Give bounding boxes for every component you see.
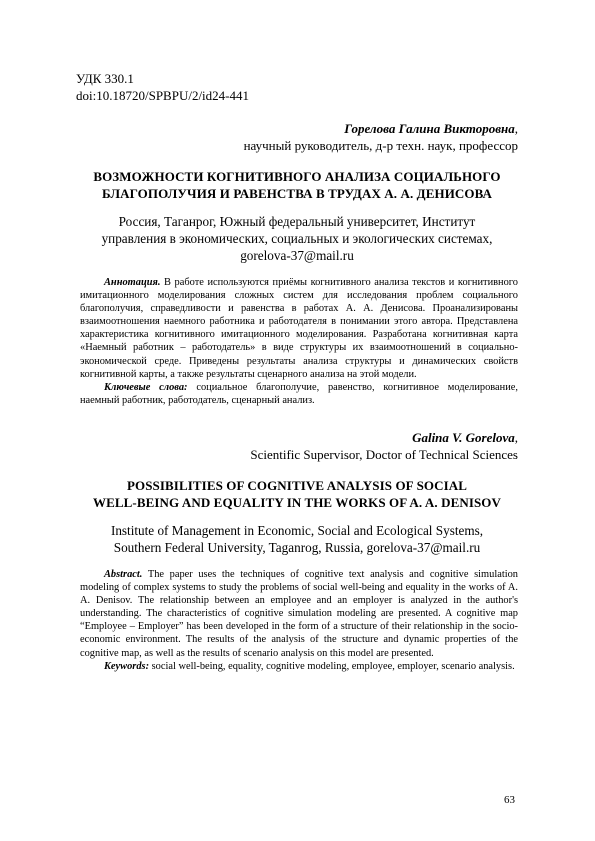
page-number: 63 (504, 794, 515, 806)
affiliation-en-line-1: Institute of Management in Economic, Social and Ecological Systems, (110, 522, 484, 538)
affiliation-en (76, 522, 518, 556)
keywords-text-ru: социальное благополучие, равенство, когнитивное моделирование, наемный работник, работодатель, сценарный анализ. (80, 381, 518, 406)
doi: doi:10.18720/SPBPU/2/id24-441 (76, 88, 249, 103)
abstract-en (76, 568, 518, 673)
abstract-label-ru: Аннотация. (104, 277, 161, 288)
email-ru: gorelova-37@mail.ru (240, 248, 354, 263)
title-en-line-2: WELL-BEING AND EQUALITY IN THE WORKS OF A. A. DENISOV (92, 494, 502, 510)
title-en (76, 477, 518, 511)
keywords-text-en: social well-being, equality, cognitive modeling, employee, employer, scenario analysis. (151, 660, 515, 672)
author-role-en: Scientific Supervisor, Doctor of Technical Sciences (250, 446, 518, 462)
author-ru: Горелова Галина Викторовна, научный руководитель, д-р техн. наук, профессор (76, 120, 518, 154)
affiliation-ru (76, 213, 518, 264)
article-page (76, 70, 518, 673)
title-ru (76, 168, 518, 202)
keywords-label-en: Keywords: (104, 660, 150, 672)
article-meta (76, 70, 518, 104)
title-ru-line-2: БЛАГОПОЛУЧИЯ И РАВЕНСТВА В ТРУДАХ А. А. ДЕНИСОВА (101, 186, 493, 201)
affiliation-ru-line-2: управления в экономических, социальных и экологических системах, (101, 231, 493, 246)
affiliation-ru-line-1: Россия, Таганрог, Южный федеральный университет, Институт (118, 214, 476, 229)
abstract-text-en: The paper uses the techniques of cognitive text analysis and cognitive simulation modeling of complex systems to study the problems of social well-being and equality in the works of A. A. Denisov. The relationship between an employee and an employer is analyzed in the author's understanding. The characteristics of cognitive simulation modeling are presented. A cognitive map “Employee – Employer” has been developed in the form of a structure of their relationship in the socio-economic environment. The results of the analysis of the structure and dynamic properties of the cognitive map, as well as the results of scenario analysis on this model are presented. (80, 568, 518, 659)
keywords-label-ru: Ключевые слова: (104, 381, 188, 393)
author-name-ru: Горелова Галина Викторовна (344, 121, 515, 136)
title-en-line-1: POSSIBILITIES OF COGNITIVE ANALYSIS OF SOCIAL (126, 477, 468, 493)
udc-code: УДК 330.1 (76, 71, 134, 86)
author-en: Galina V. Gorelova, Scientific Supervisor, Doctor of Technical Sciences (76, 429, 518, 463)
abstract-label-en: Abstract. (104, 568, 143, 580)
affiliation-en-line-2: Southern Federal University, Taganrog, Russia, gorelova-37@mail.ru (113, 539, 481, 555)
title-ru-line-1: ВОЗМОЖНОСТИ КОГНИТИВНОГО АНАЛИЗА СОЦИАЛЬНОГО (93, 169, 501, 184)
author-role-ru: научный руководитель, д-р техн. наук, профессор (243, 138, 518, 153)
author-name-en: Galina V. Gorelova (412, 429, 515, 445)
abstract-ru (76, 276, 518, 407)
abstract-text-ru: В работе используются приёмы когнитивного анализа текстов и когнитивного имитационного моделирования сложных систем для исследования проблем социального благополучия, справедливости и равенства в работах А. А. Денисова. Проанализированы взаимоотношения наемного работника и работодателя в понимании этого автора. Представлена характеристика когнитивного имитационного моделирования. Разработана когнитивная карта «Наемный работник – работодатель» в виде структуры их взаимоотношений в социально-экономической среде. Приведены результаты анализа структуры и динамических свойств когнитивной карты, а также результаты сценарного анализа на этой модели. (80, 277, 518, 380)
